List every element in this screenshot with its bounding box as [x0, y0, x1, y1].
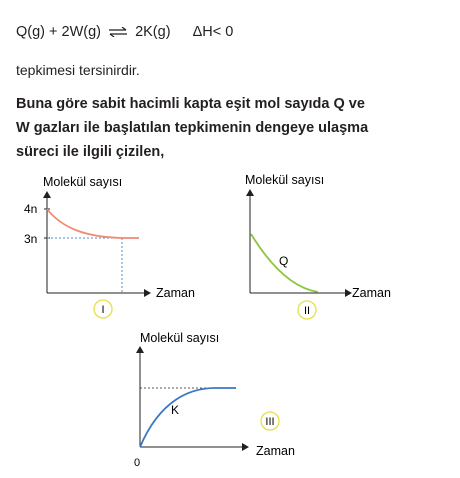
question-line-3: süreci ile ilgili çizilen, [16, 144, 165, 160]
equation-lhs: Q(g) + 2W(g) [16, 24, 101, 40]
graph-1-ylabel: Molekül sayısı [43, 175, 123, 189]
graph-2-ylabel: Molekül sayısı [245, 173, 325, 187]
graph-2-badge-label: II [303, 305, 311, 317]
graph-3-badge-label: III [265, 416, 275, 428]
graph-3-curve [140, 388, 236, 447]
enthalpy-change: ΔH< 0 [192, 24, 234, 40]
question-line-1: Buna göre sabit hacimli kapta eşit mol sayıda Q ve [16, 96, 365, 112]
graph-3-xlabel: Zaman [256, 444, 295, 458]
graph-1-xlabel: Zaman [156, 286, 195, 300]
reaction-statement: tepkimesi tersinirdir. [16, 62, 140, 78]
graph-1-tick-3n: 3n [24, 232, 38, 246]
graph-1-tick-4n: 4n [24, 202, 38, 216]
graph-2 [245, 173, 391, 319]
graph-1 [24, 175, 195, 318]
graph-1-curve [47, 209, 139, 238]
graph-3-ylabel: Molekül sayısı [140, 331, 220, 345]
graph-2-curve-label: Q [279, 254, 289, 268]
graph-1-badge-label: I [101, 304, 105, 316]
graph-3 [134, 331, 295, 469]
question-line-2: W gazları ile başlatılan tepkimenin dengeye ulaşma [16, 120, 369, 136]
equation-rhs: 2K(g) [135, 24, 171, 40]
graph-3-origin: 0 [134, 457, 141, 469]
graph-3-curve-label: K [171, 403, 180, 417]
graph-2-xlabel: Zaman [352, 286, 391, 300]
